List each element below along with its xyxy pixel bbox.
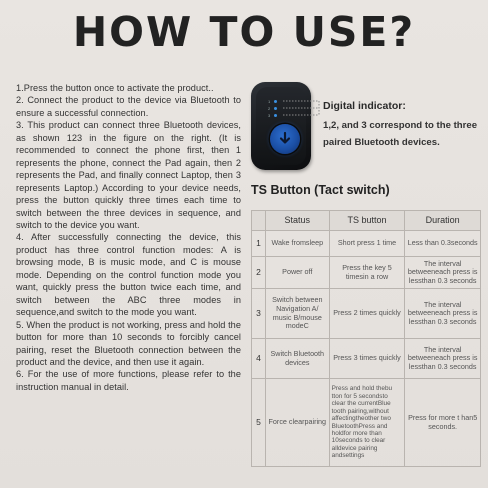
row-index: 1 (252, 231, 266, 257)
row-duration: The interval betweeneach press is lessthan 0.3 seconds (405, 339, 481, 379)
arrow-down-icon (277, 131, 293, 147)
row-duration: Less than 0.3seconds (405, 231, 481, 257)
ts-button[interactable] (270, 124, 300, 154)
row-status: Wake fromsleep (265, 231, 329, 257)
led-3 (274, 114, 277, 117)
table-header-ts-button: TS button (329, 211, 405, 231)
row-ts-button: Press 3 times quickly (329, 339, 405, 379)
instruction-step-2: 2. Connect the product to the device via Bluetooth to ensure a successful connection. (16, 95, 241, 118)
table-row (252, 289, 481, 339)
led-1 (274, 100, 277, 103)
table-header-duration: Duration (405, 211, 481, 231)
row-index: 4 (252, 339, 266, 379)
instruction-step-6: 6. For the use of more functions, please refer to the instruction manual in detail. (16, 369, 241, 392)
table-header-index (252, 211, 266, 231)
instruction-step-4: 4. After successfully connecting the device, this product has three control function modes: A is browsing mode, B is music mode, and C is mouse mode. Depending on the control function mode you want, quickly press the button twice each time, and switch between the ABC three modes in sequence,and switch to the mode you want. (16, 232, 241, 318)
row-index: 2 (252, 257, 266, 289)
led-2 (274, 107, 277, 110)
table-row (252, 339, 481, 379)
ts-button-table (251, 210, 481, 467)
instruction-step-1: 1.Press the button once to activate the product.. (16, 83, 214, 93)
row-status: Power off (265, 257, 329, 289)
row-index: 3 (252, 289, 266, 339)
row-duration: Press for more t han5 seconds. (405, 379, 481, 467)
row-ts-button: Press the key 5 timesin a row (329, 257, 405, 289)
led-label-1: 1 (268, 99, 271, 104)
table-row (252, 257, 481, 289)
table-row (252, 379, 481, 467)
table-header-status: Status (265, 211, 329, 231)
indicator-title: Digital indicator: (323, 100, 406, 112)
row-duration: The interval betweeneach press is lessthan 0.3 seconds (405, 289, 481, 339)
page-title: HOW TO USE? (72, 8, 416, 56)
row-status: Force clearpairing (265, 379, 329, 467)
row-status: Switch Bluetooth devices (265, 339, 329, 379)
ts-button-title: TS Button (Tact switch) (251, 183, 390, 197)
indicator-description: 1,2, and 3 correspond to the three paired Bluetooth devices. (323, 120, 478, 148)
device-illustration (251, 82, 311, 170)
row-status: Switch between Navigation A/ music B/mouse modeC (265, 289, 329, 339)
row-ts-button: Short press 1 time (329, 231, 405, 257)
instruction-step-3: 3. This product can connect three Bluetooth devices, as shown 123 in the figure on the right. (It is recommended to connect the phone first, then 1 represents the phone, connect the Pad again, then 2 represents the Pad, and finally connect Laptop, then 3 represents Laptop.) According to your device needs, press the button quickly three times each time to switch between the three devices in sequence, and switch to the device you want. (16, 120, 241, 230)
led-label-2: 2 (268, 106, 271, 111)
row-duration: The interval betweeneach press is lessthan 0.3 seconds (405, 257, 481, 289)
table-header-row (252, 211, 481, 231)
instructions-text (16, 82, 241, 393)
table-row (252, 231, 481, 257)
row-ts-button: Press and hold thebu tton for 5 secondsto clear the currentBlue tooth pairing,without affectingtheother two BluetoothPress and holdfor more than 10seconds to clear alldevice pairing andsettings (329, 379, 405, 467)
indicator-leader-lines (283, 99, 323, 117)
row-ts-button: Press 2 times quickly (329, 289, 405, 339)
led-label-3: 3 (268, 113, 271, 118)
row-index: 5 (252, 379, 266, 467)
instruction-step-5: 5. When the product is not working, press and hold the button for more than 10 seconds to forcibly cancel pairing, reset the Bluetooth connection between the product and the device, and then use it again. (16, 319, 241, 367)
